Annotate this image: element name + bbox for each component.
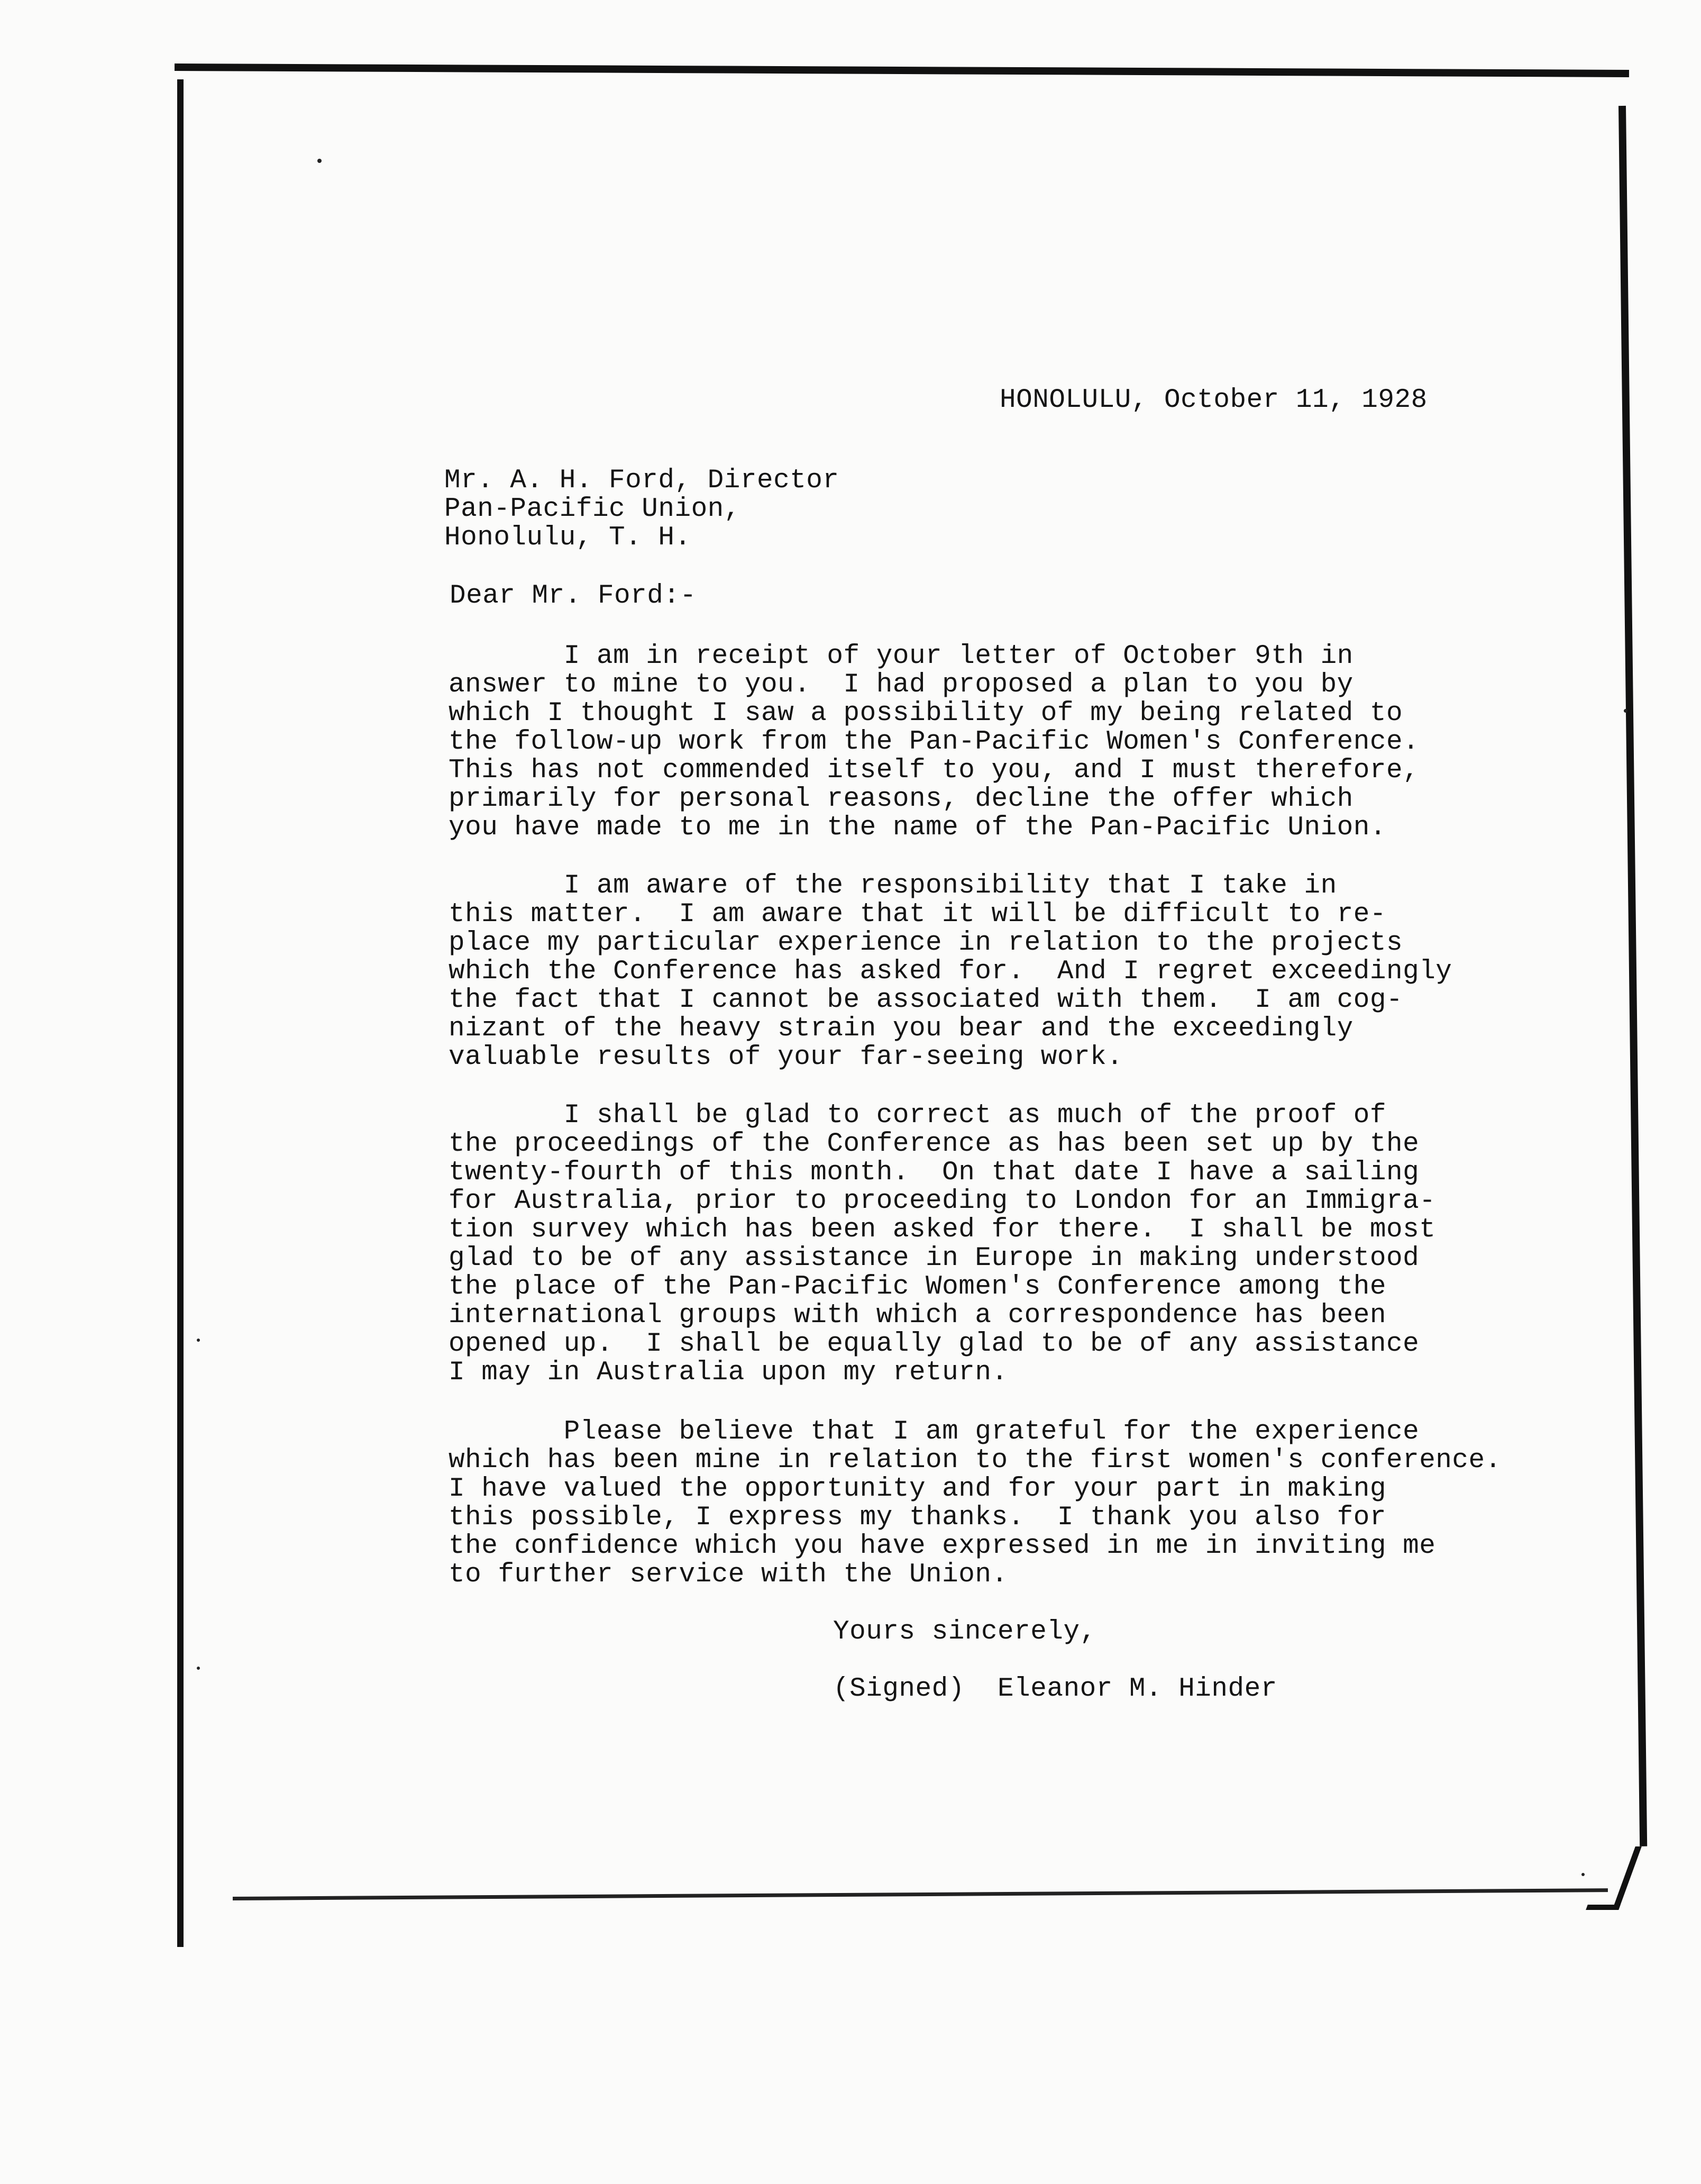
scan-speck [1581,1873,1585,1876]
text-line: Please believe that I am grateful for the experience [449,1417,1420,1447]
text-line: opened up. I shall be equally glad to be of any assistance [449,1329,1420,1359]
scan-speck [1624,709,1627,713]
text-line: the proceedings of the Conference as has been set up by the [449,1129,1420,1159]
text-line: tion survey which has been asked for there. I shall be most [449,1215,1436,1245]
paragraph-2 [449,872,1538,1072]
scan-speck [197,1339,200,1342]
signature: (Signed) Eleanor M. Hinder [833,1674,1277,1704]
recipient-line-1: Mr. A. H. Ford, Director [444,466,839,496]
text-line: which I thought I saw a possibility of my being related to [449,698,1403,729]
paragraph-3 [449,1102,1538,1387]
text-line: the place of the Pan-Pacific Women's Conference among the [449,1272,1386,1302]
text-line: to further service with the Union. [449,1560,1008,1590]
text-line: the confidence which you have expressed in me in inviting me [449,1531,1436,1561]
page-edge-left [177,79,184,1947]
text-line: the fact that I cannot be associated with them. I am cog- [449,985,1403,1015]
recipient-line-2: Pan-Pacific Union, [444,494,740,524]
page-edge-right [1618,106,1647,1846]
page-edge-top [175,63,1629,77]
text-line: this matter. I am aware that it will be difficult to re- [449,899,1386,930]
text-line: nizant of the heavy strain you bear and the exceedingly [449,1014,1354,1044]
paragraph-1 [449,642,1538,842]
text-line: answer to mine to you. I had proposed a plan to you by [449,670,1354,700]
closing: Yours sincerely, [833,1617,1096,1647]
text-line: I am in receipt of your letter of October 9th in [449,641,1354,671]
text-line: international groups with which a correspondence has been [449,1300,1386,1331]
text-line: this possible, I express my thanks. I thank you also for [449,1503,1386,1533]
text-line: glad to be of any assistance in Europe in making understood [449,1243,1420,1273]
text-line: for Australia, prior to proceeding to London for an Immigra- [449,1186,1436,1216]
salutation: Dear Mr. Ford:- [450,581,697,611]
text-line: which has been mine in relation to the first women's conference. [449,1445,1502,1476]
recipient-line-3: Honolulu, T. H. [444,523,691,553]
text-line: the follow-up work from the Pan-Pacific Women's Conference. [449,727,1420,757]
scan-speck [317,159,322,163]
text-line: I may in Australia upon my return. [449,1358,1008,1388]
text-line: place my particular experience in relation to the projects [449,928,1403,958]
text-line: primarily for personal reasons, decline the offer which [449,784,1354,814]
dateline: HONOLULU, October 11, 1928 [1000,385,1428,415]
text-line: twenty-fourth of this month. On that date I have a sailing [449,1158,1420,1188]
page-edge-bottom [233,1888,1608,1900]
paragraph-4 [449,1418,1538,1589]
page-edge-corner [1586,1846,1642,1910]
text-line: you have made to me in the name of the Pan-Pacific Union. [449,813,1386,843]
text-line: valuable results of your far-seeing work. [449,1042,1123,1072]
text-line: This has not commended itself to you, and I must therefore, [449,756,1420,786]
scan-speck [197,1667,200,1670]
text-line: I shall be glad to correct as much of the proof of [449,1100,1386,1131]
text-line: I have valued the opportunity and for your part in making [449,1474,1386,1504]
text-line: which the Conference has asked for. And I regret exceedingly [449,957,1452,987]
text-line: I am aware of the responsibility that I take in [449,871,1337,901]
